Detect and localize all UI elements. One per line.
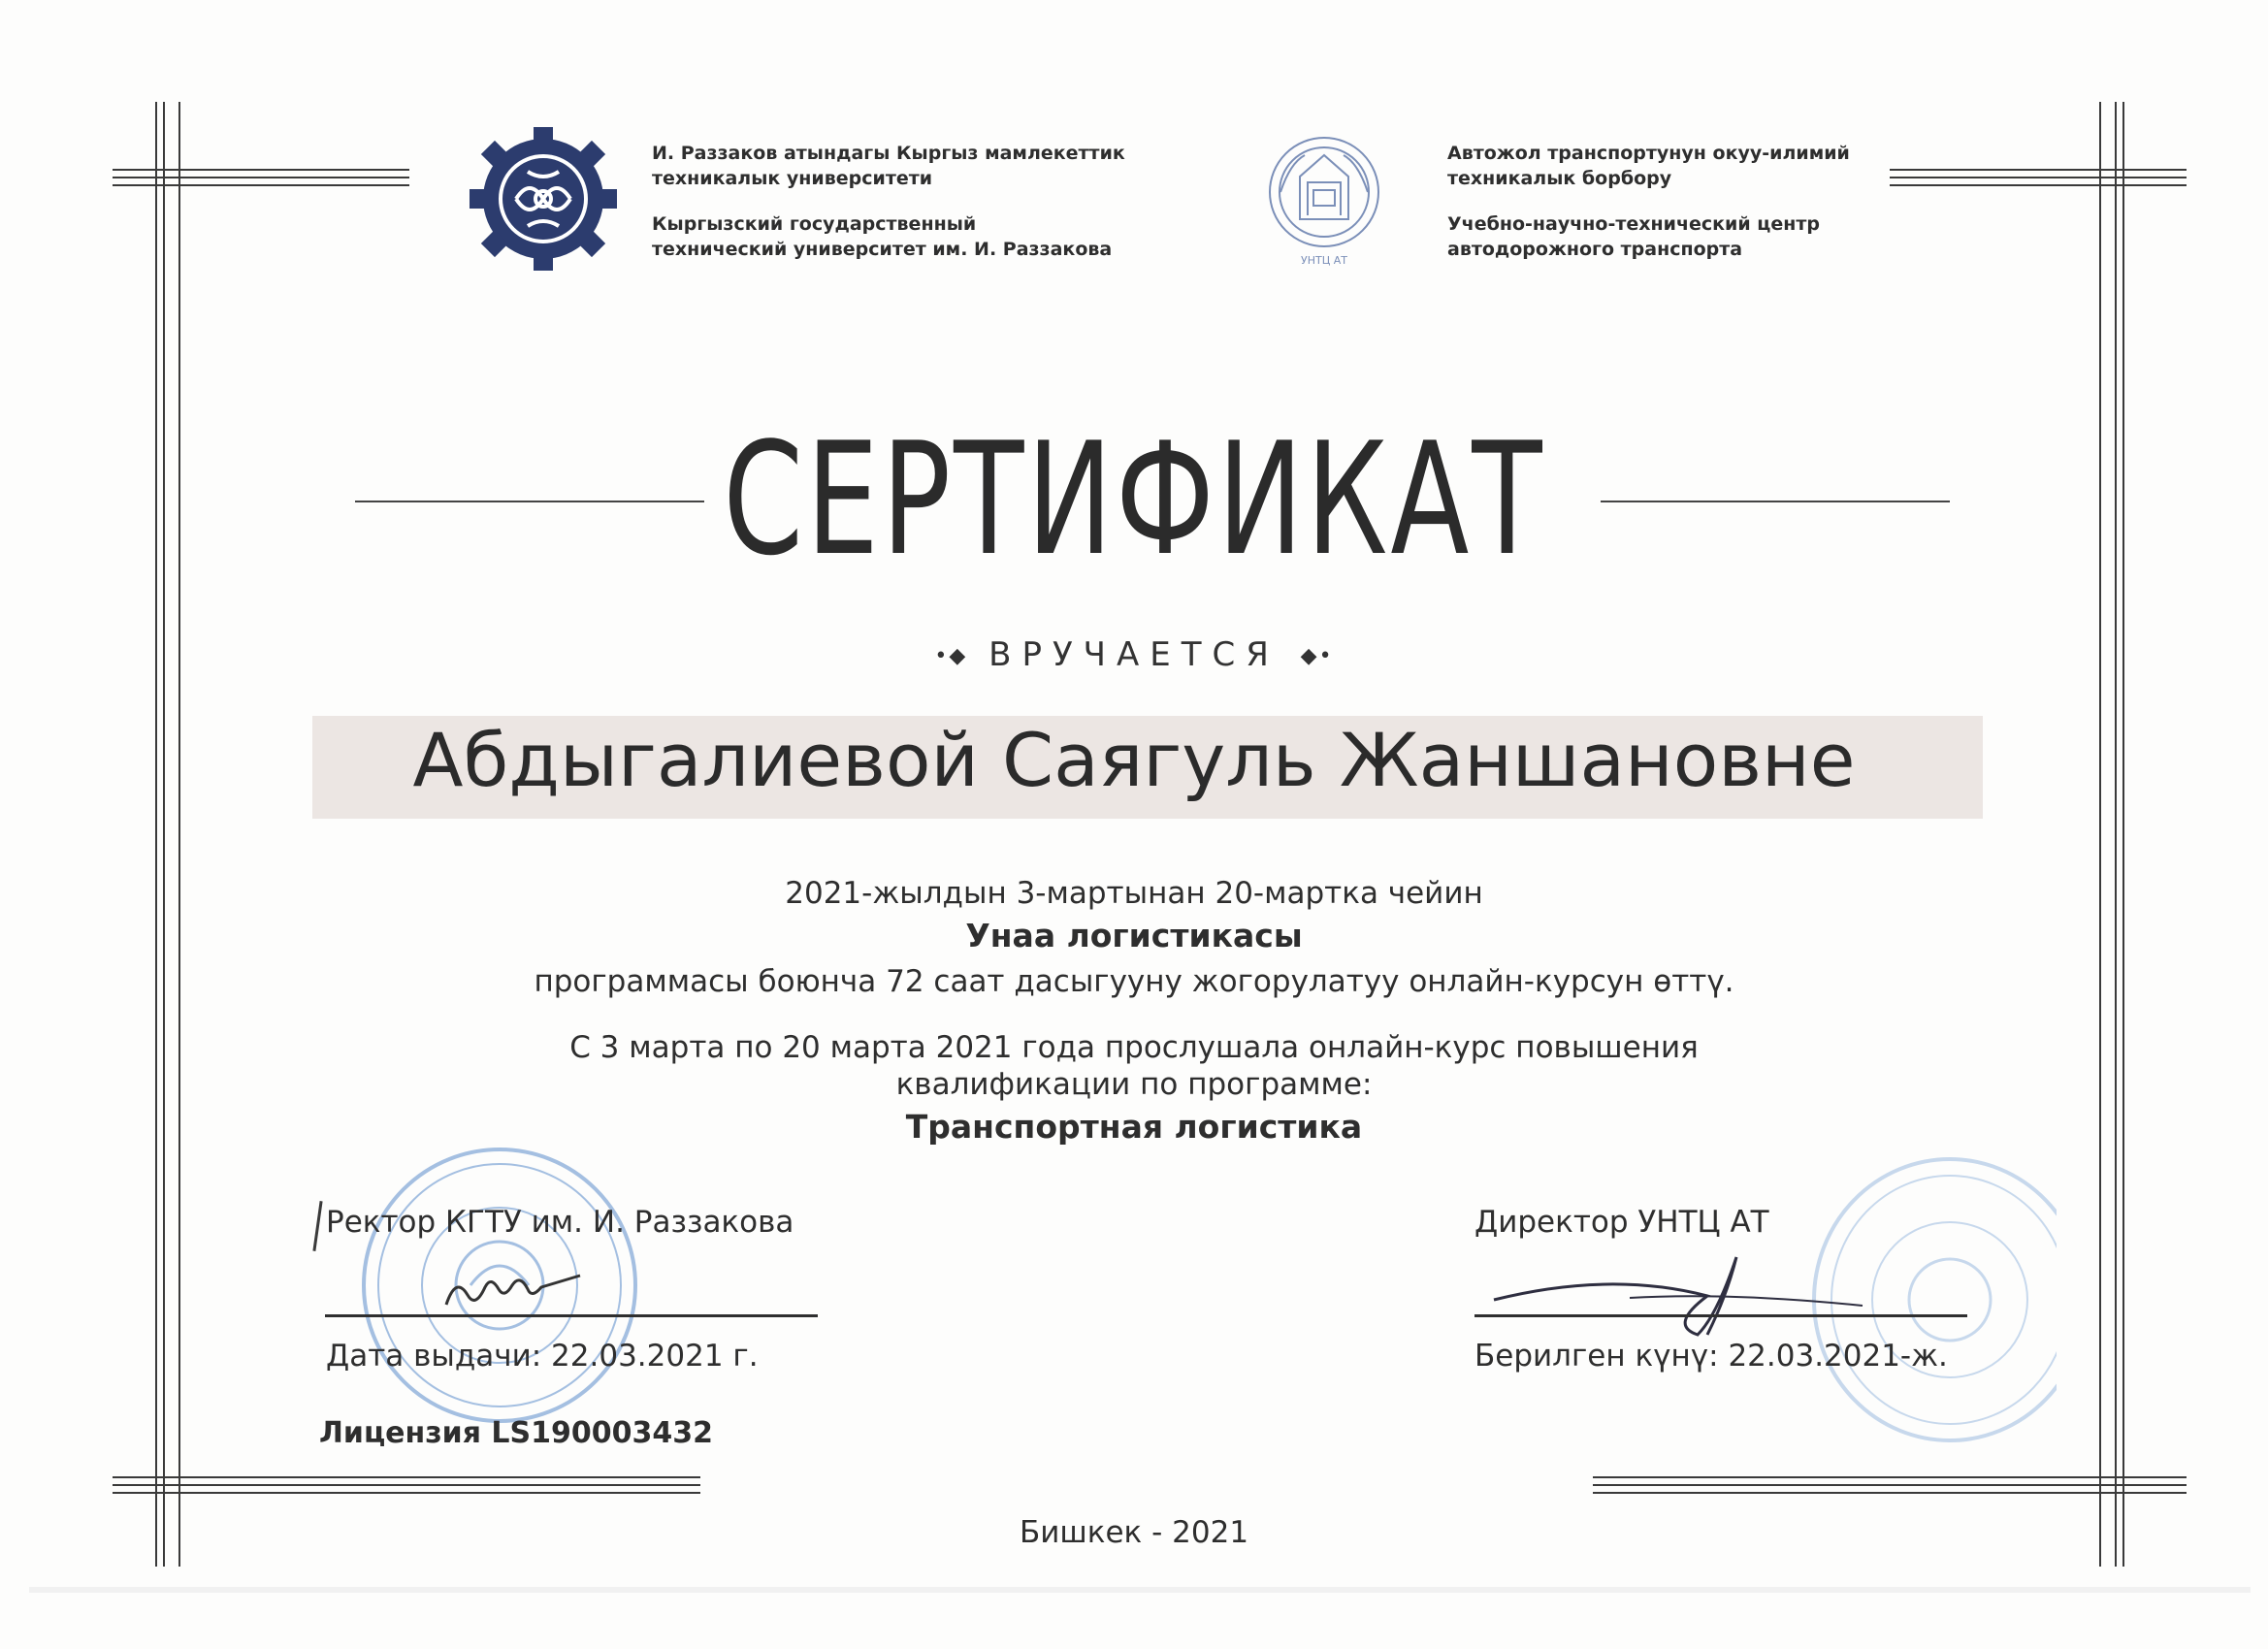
kg-course: программасы боюнча 72 саат дасыгууну жогорулатуу онлайн-курсун өттү. bbox=[534, 964, 1734, 999]
rector-title: Ректор КГТУ им. И. Раззакова bbox=[326, 1205, 794, 1240]
awarded-label-row bbox=[0, 635, 2268, 674]
frame-top-left-line-3 bbox=[113, 184, 409, 186]
frame-bottom-left-line-2 bbox=[113, 1484, 700, 1486]
frame-top-right-line-3 bbox=[1890, 184, 2187, 186]
kstu-gear-ornament-logo-icon bbox=[456, 121, 631, 276]
handwritten-signature-icon bbox=[1474, 1232, 1882, 1348]
frame-left-line-3 bbox=[178, 102, 180, 1567]
rector-signature-line bbox=[325, 1314, 818, 1317]
right-org-russian: Учебно-научно-технический центр автодорожного транспорта bbox=[1447, 213, 1820, 260]
rector-signature bbox=[427, 1251, 621, 1329]
untc-logo-caption: УНТЦ АТ bbox=[1301, 254, 1347, 267]
frame-top-left-line-1 bbox=[113, 169, 409, 171]
frame-top-right-line-1 bbox=[1890, 169, 2187, 171]
untc-at-emblem-logo-icon bbox=[1261, 126, 1387, 272]
frame-left-line-2 bbox=[163, 102, 165, 1567]
frame-left-line-1 bbox=[155, 102, 157, 1567]
frame-bottom-left-line-3 bbox=[113, 1492, 700, 1494]
ru-line-2: квалификации по программе: bbox=[895, 1067, 1373, 1102]
frame-right-line-1 bbox=[2099, 102, 2101, 1567]
handwritten-signature-icon bbox=[427, 1251, 621, 1329]
recipient-name: Абдыгалиевой Саягуль Жаншановне bbox=[412, 717, 1856, 803]
frame-top-left-line-2 bbox=[113, 177, 409, 178]
ru-line-1: С 3 марта по 20 марта 2021 года прослушала онлайн-курс повышения bbox=[569, 1030, 1699, 1065]
issue-date: Дата выдачи: 22.03.2021 г. bbox=[326, 1339, 759, 1374]
kg-program: Унаа логистикасы bbox=[965, 917, 1303, 954]
frame-right-line-3 bbox=[2122, 102, 2124, 1567]
frame-bottom-left-line-1 bbox=[113, 1476, 700, 1478]
frame-bottom-right-line-3 bbox=[1593, 1492, 2187, 1494]
city-year: Бишкек - 2021 bbox=[1019, 1515, 1249, 1550]
ornament-right: ◆• bbox=[1300, 644, 1334, 668]
frame-bottom-right-line-2 bbox=[1593, 1484, 2187, 1486]
kg-dates: 2021-жылдын 3-мартынан 20-мартка чейин bbox=[785, 876, 1483, 911]
license-number: Лицензия LS190003432 bbox=[319, 1416, 713, 1450]
director-signature-line bbox=[1474, 1314, 1967, 1317]
right-org-kyrgyz: Автожол транспортунун окуу-илимий техникалык борбору bbox=[1447, 143, 1850, 189]
certificate-title: СЕРТИФИКАТ bbox=[723, 408, 1545, 590]
director-signature bbox=[1474, 1232, 1882, 1348]
awarded-label: ВРУЧАЕТСЯ bbox=[988, 635, 1280, 674]
frame-top-right-line-2 bbox=[1890, 177, 2187, 178]
left-signature-tick bbox=[312, 1201, 322, 1251]
director-title: Директор УНТЦ АТ bbox=[1474, 1205, 1769, 1240]
untc-logo bbox=[1261, 126, 1387, 272]
ru-program: Транспортная логистика bbox=[905, 1108, 1363, 1146]
page-bottom-edge bbox=[29, 1587, 2251, 1593]
frame-bottom-right-line-1 bbox=[1593, 1476, 2187, 1478]
left-org-russian: Кыргызский государственный технический университет им. И. Раззакова bbox=[652, 213, 1113, 260]
issue-date-kyrgyz: Берилген күнү: 22.03.2021-ж. bbox=[1474, 1339, 1948, 1374]
kstu-logo bbox=[456, 121, 631, 276]
ornament-left: •◆ bbox=[934, 644, 968, 668]
frame-right-line-2 bbox=[2115, 102, 2117, 1567]
left-org-kyrgyz: И. Раззаков атындагы Кыргыз мамлекеттик техникалык университети bbox=[652, 143, 1125, 189]
